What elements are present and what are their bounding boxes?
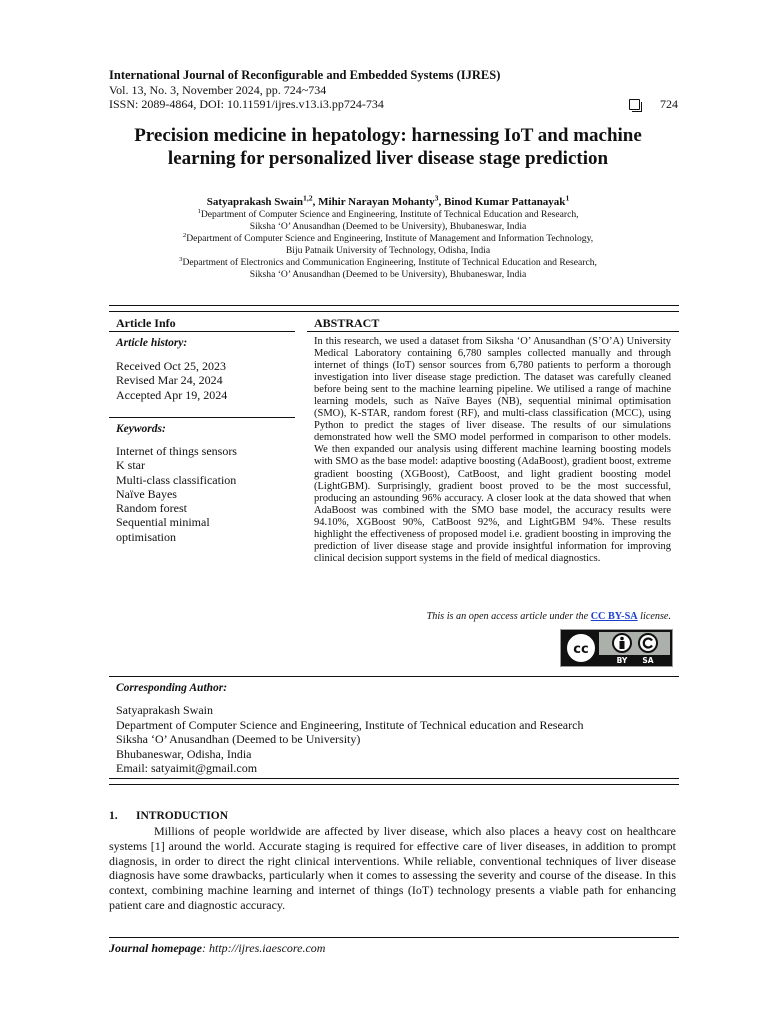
corr-name: Satyaprakash Swain bbox=[116, 703, 213, 717]
author-affil-sup: 3 bbox=[434, 193, 439, 203]
cc-by-sa-link[interactable]: CC BY-SA bbox=[590, 611, 638, 622]
author-affil-sup: 1 bbox=[565, 193, 570, 203]
affiliation-line bbox=[100, 209, 676, 221]
author-affil-sup: 1,2 bbox=[303, 193, 313, 203]
cc-text: cc bbox=[573, 642, 589, 657]
keyword: K star bbox=[116, 458, 145, 473]
affiliation-line bbox=[100, 221, 676, 233]
keyword: Random forest bbox=[116, 501, 187, 516]
homepage-sep: : bbox=[202, 941, 210, 955]
keywords-heading: Keywords: bbox=[116, 423, 166, 435]
bottom-double-rule bbox=[109, 778, 679, 785]
corr-email: Email: satyaimit@gmail.com bbox=[116, 761, 258, 776]
volume-line: Vol. 13, No. 3, November 2024, pp. 724~734 bbox=[109, 83, 327, 97]
article-info-heading: Article Info bbox=[116, 316, 176, 330]
license-prefix: This is an open access article under the bbox=[426, 611, 591, 622]
divider bbox=[307, 331, 679, 332]
keyword: optimisation bbox=[116, 529, 176, 544]
intro-paragraph: Millions of people worldwide are affected by liver disease, which also places a heavy cost on healthcare systems [1] around the world. Accurate staging is required for effective care of liver diseases, in addition to prompt diagnosis, in order to direct the right clinical interventions. While reliable, conventional techniques of liver disease diagnosis have some drawbacks, particularly when it comes to assessing the severity and course of the disease. In this context, combining machine learning and internet of things (IoT) technology presents a viable path for enhancing patient care and diagnostic accuracy. bbox=[109, 824, 676, 912]
author-separator: , bbox=[438, 196, 444, 208]
accepted-date: Accepted Apr 19, 2024 bbox=[116, 387, 228, 402]
abstract-text: In this research, we used a dataset from Siksha ‘O’ Anusandhan (S’O’A) University Medical Laboratory containing 6,780 samples collected manually and through internet of things (IoT) sensor sources from 6,780 patients to perform a thorough investigation into liver disease stage prediction. The dataset was carefully cleaned before being sent to the machine learning pipeline. We utilised a range of machine learning models, such as Naïve Bayes (NB), sequential minimal optimisation (SMO), K-STAR, random forest (RF), and multi-class classification (MCC), using Python to predict the stages of liver disease. The results of our simulations demonstrated how well the SMO model performed in comparison to other models. We then expanded our analysis using different machine learning boosting models with SMO as the base model: adaptive boosting (AdaBoost), gradient boost, extreme gradient boosting (XGBoost), CatBoost, and light gradient boosting model (LightGBM). Surprisingly, gradient boost proved to be the most successful, producing an astounding 96% accuracy. A closer look at the data showed that when AdaBoost was combined with the SMO base model, the accuracy results were 94.10%, XGBoost 90%, CatBoost 92%, and LightGBM 94%. These results highlight the effectiveness of proposed model i.e. gradient boosting in improving the prediction of liver disease stage and provide insightful information for improving clinical decision support systems in the field of medical diagnostics. bbox=[314, 336, 671, 564]
affiliation-line bbox=[100, 233, 676, 245]
top-double-rule bbox=[109, 305, 679, 312]
cc-badge-graphic bbox=[561, 630, 672, 666]
author-name: Binod Kumar Pattanayak bbox=[444, 196, 566, 208]
keyword: Internet of things sensors bbox=[116, 444, 237, 458]
corresponding-details bbox=[116, 703, 583, 776]
affiliation-line bbox=[100, 269, 676, 281]
keyword: Multi-class classification bbox=[116, 472, 237, 487]
affil-text: Siksha ‘O’ Anusandhan (Deemed to be University), Bhubaneswar, India bbox=[249, 221, 527, 233]
affil-text: Department of Computer Science and Engineering, Institute of Management and Information Technology, bbox=[186, 233, 594, 245]
author-name: Satyaprakash Swain bbox=[206, 196, 304, 208]
keyword: Naïve Bayes bbox=[116, 486, 177, 501]
paper-title bbox=[100, 124, 676, 170]
corr-dept: Department of Computer Science and Engineering, Institute of Technical education and Research bbox=[116, 717, 584, 732]
revised-date: Revised Mar 24, 2024 bbox=[116, 373, 223, 388]
section-heading-introduction bbox=[109, 810, 228, 822]
abstract-heading: ABSTRACT bbox=[314, 316, 380, 330]
keywords-list bbox=[116, 444, 237, 544]
affil-text: Biju Patnaik University of Technology, Odisha, India bbox=[285, 245, 491, 257]
journal-name: International Journal of Reconfigurable and Embedded Systems (IJRES) bbox=[109, 68, 501, 82]
section-number: 1. bbox=[109, 810, 118, 822]
author-list bbox=[100, 193, 676, 208]
license-suffix: license. bbox=[637, 611, 671, 622]
author-name: Mihir Narayan Mohanty bbox=[318, 196, 435, 208]
by-label: BY bbox=[616, 656, 628, 665]
license-note bbox=[427, 611, 671, 622]
journal-homepage bbox=[109, 941, 325, 956]
homepage-url[interactable]: http://ijres.iaescore.com bbox=[209, 941, 326, 955]
author-separator: , bbox=[312, 196, 319, 208]
divider bbox=[109, 676, 679, 677]
issn-doi-line: ISSN: 2089-4864, DOI: 10.11591/ijres.v13.i3.pp724-734 bbox=[109, 97, 384, 111]
affil-sup: 3 bbox=[179, 256, 183, 264]
corresponding-heading: Corresponding Author: bbox=[116, 682, 228, 694]
affiliation-line bbox=[100, 257, 676, 269]
received-date: Received Oct 25, 2023 bbox=[116, 359, 226, 373]
square-icon bbox=[629, 99, 640, 110]
affiliations bbox=[100, 209, 676, 282]
cc-by-sa-icon[interactable] bbox=[560, 629, 673, 667]
keyword: Sequential minimal bbox=[116, 515, 210, 530]
affil-sup: 2 bbox=[182, 232, 187, 239]
sa-label: SA bbox=[642, 656, 654, 665]
divider bbox=[109, 331, 295, 332]
header-right bbox=[629, 97, 678, 112]
affiliation-line bbox=[100, 245, 676, 257]
page-number: 724 bbox=[660, 97, 678, 111]
divider bbox=[109, 417, 295, 418]
title-line-1: Precision medicine in hepatology: harnessing IoT and machine bbox=[134, 125, 642, 146]
title-line-2: learning for personalized liver disease stage prediction bbox=[167, 148, 609, 169]
footer-rule bbox=[109, 937, 679, 938]
history-heading: Article history: bbox=[116, 337, 188, 349]
affil-sup: 1 bbox=[197, 207, 201, 215]
section-title: INTRODUCTION bbox=[136, 810, 229, 822]
corr-city: Bhubaneswar, Odisha, India bbox=[116, 746, 252, 761]
affil-text: Department of Electronics and Communication Engineering, Institute of Technical Education and Research, bbox=[182, 257, 597, 269]
affil-text: Siksha ‘O’ Anusandhan (Deemed to be University), Bhubaneswar, India bbox=[249, 269, 527, 281]
corr-univ: Siksha ‘O’ Anusandhan (Deemed to be University) bbox=[116, 732, 361, 747]
history-list bbox=[116, 359, 227, 402]
homepage-label: Journal homepage bbox=[109, 941, 203, 955]
affil-text: Department of Computer Science and Engineering, Institute of Technical Education and Research, bbox=[200, 209, 579, 220]
